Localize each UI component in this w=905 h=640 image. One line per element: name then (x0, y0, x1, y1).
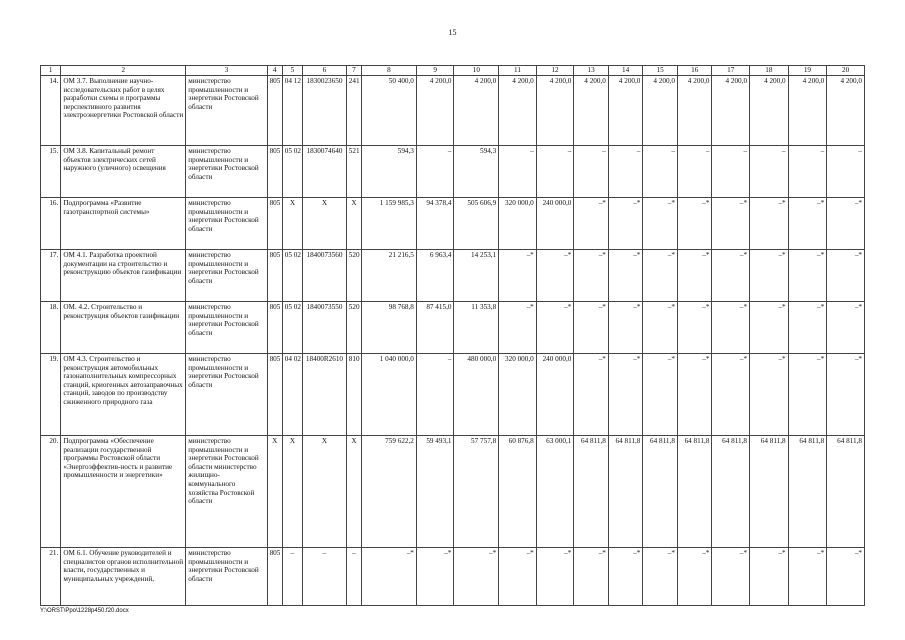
expense-type-code: – (346, 548, 361, 606)
value-col-14: –* (608, 354, 643, 436)
grbs-code: Х (267, 436, 282, 548)
value-col-9: 59 493,1 (416, 436, 454, 548)
value-col-15: 64 811,8 (643, 436, 678, 548)
grbs-code: 805 (267, 198, 282, 250)
section-code: 04 12 (282, 76, 302, 146)
column-header-1: 1 (41, 66, 61, 76)
value-col-18: – (750, 146, 789, 198)
table-row (41, 76, 865, 146)
value-col-17: 4 200,0 (712, 76, 750, 146)
row-number: 17. (41, 250, 61, 302)
measure-name: ОМ 3.7. Выполнение научно-исследовательских работ в целях разработки схемы и программы перспективного развития электроэнергетики Ростовской области (61, 76, 186, 146)
value-col-8: 98 768,8 (362, 302, 417, 354)
value-col-15: 4 200,0 (643, 76, 678, 146)
value-col-17: –* (712, 198, 750, 250)
column-header-3: 3 (186, 66, 267, 76)
value-col-18: –* (750, 548, 789, 606)
column-header-11: 11 (499, 66, 537, 76)
value-col-9: 4 200,0 (416, 76, 454, 146)
value-col-20: –* (827, 354, 865, 436)
value-col-20: 4 200,0 (827, 76, 865, 146)
executor: министерство промышленности и энергетики Ростовской области министерство жилищно-коммунального хозяйства Ростовской области (186, 436, 267, 548)
value-col-13: 64 811,8 (574, 436, 609, 548)
row-number: 16. (41, 198, 61, 250)
value-col-12: 240 000,0 (536, 198, 574, 250)
table-row (41, 436, 865, 548)
value-col-12: 4 200,0 (536, 76, 574, 146)
value-col-9: 87 415,0 (416, 302, 454, 354)
value-col-16: –* (677, 548, 712, 606)
target-article-code: Х (303, 198, 347, 250)
value-col-19: –* (788, 302, 827, 354)
value-col-8: 1 040 000,0 (362, 354, 417, 436)
value-col-20: –* (827, 198, 865, 250)
table-row (41, 146, 865, 198)
measure-name: ОМ 4.3. Строительство и реконструкция автомобильных газонаполнительных компрессорных станций, криогенных автозаправочных станций, заводов по производству сжиженного природного газа (61, 354, 186, 436)
target-article-code: 1830074640 (303, 146, 347, 198)
file-path-footer: Y:\ORST\Ppo\1228p450.f20.docx (40, 608, 129, 614)
executor: министерство промышленности и энергетики Ростовской области (186, 548, 267, 606)
value-col-12: – (536, 146, 574, 198)
column-header-16: 16 (677, 66, 712, 76)
target-article-code: 1840073560 (303, 250, 347, 302)
value-col-19: – (788, 146, 827, 198)
expense-type-code: 521 (346, 146, 361, 198)
table-row (41, 354, 865, 436)
row-number: 21. (41, 548, 61, 606)
value-col-18: –* (750, 302, 789, 354)
measure-name: ОМ 6.1. Обучение руководителей и специалистов органов исполнительной власти, государственных и муниципальных учреждений, (61, 548, 186, 606)
value-col-14: –* (608, 302, 643, 354)
grbs-code: 805 (267, 548, 282, 606)
grbs-code: 805 (267, 250, 282, 302)
value-col-20: 64 811,8 (827, 436, 865, 548)
page-number: 15 (448, 28, 457, 37)
value-col-10: 11 353,8 (454, 302, 499, 354)
value-col-13: 4 200,0 (574, 76, 609, 146)
column-header-13: 13 (574, 66, 609, 76)
value-col-17: –* (712, 302, 750, 354)
value-col-11: 4 200,0 (499, 76, 537, 146)
value-col-18: –* (750, 198, 789, 250)
target-article-code: 18400R2610 (303, 354, 347, 436)
value-col-11: – (499, 146, 537, 198)
value-col-8: 594,3 (362, 146, 417, 198)
section-code: Х (282, 436, 302, 548)
value-col-16: 64 811,8 (677, 436, 712, 548)
value-col-9: 6 963,4 (416, 250, 454, 302)
row-number: 18. (41, 302, 61, 354)
row-number: 19. (41, 354, 61, 436)
value-col-11: 60 876,8 (499, 436, 537, 548)
measure-name: Подпрограмма «Обеспечение реализации государственной программы Ростовской области «Энергоэффектив-ность и развитие промышленности и энергетики» (61, 436, 186, 548)
column-header-18: 18 (750, 66, 789, 76)
value-col-8: –* (362, 548, 417, 606)
value-col-12: –* (536, 250, 574, 302)
section-code: 05 02 (282, 250, 302, 302)
value-col-10: 57 757,8 (454, 436, 499, 548)
value-col-16: – (677, 146, 712, 198)
grbs-code: 805 (267, 76, 282, 146)
value-col-11: –* (499, 548, 537, 606)
column-header-19: 19 (788, 66, 827, 76)
value-col-13: –* (574, 250, 609, 302)
value-col-14: –* (608, 198, 643, 250)
value-col-16: –* (677, 198, 712, 250)
value-col-8: 50 400,0 (362, 76, 417, 146)
measure-name: Подпрограмма «Развитие газотранспортной системы» (61, 198, 186, 250)
value-col-20: – (827, 146, 865, 198)
row-number: 14. (41, 76, 61, 146)
value-col-11: 320 000,0 (499, 354, 537, 436)
value-col-11: –* (499, 302, 537, 354)
column-header-20: 20 (827, 66, 865, 76)
value-col-15: –* (643, 198, 678, 250)
grbs-code: 805 (267, 302, 282, 354)
value-col-18: 4 200,0 (750, 76, 789, 146)
column-header-14: 14 (608, 66, 643, 76)
value-col-17: –* (712, 250, 750, 302)
measure-name: ОМ. 4.2. Строительство и реконструкция объектов газификации (61, 302, 186, 354)
table-body (41, 66, 865, 606)
expense-type-code: 241 (346, 76, 361, 146)
value-col-17: –* (712, 548, 750, 606)
target-article-code: 1830023650 (303, 76, 347, 146)
value-col-20: –* (827, 302, 865, 354)
expense-type-code: Х (346, 198, 361, 250)
value-col-16: –* (677, 354, 712, 436)
value-col-13: –* (574, 548, 609, 606)
value-col-13: –* (574, 302, 609, 354)
value-col-8: 1 159 985,3 (362, 198, 417, 250)
value-col-17: – (712, 146, 750, 198)
value-col-10: 505 606,9 (454, 198, 499, 250)
value-col-11: 320 000,0 (499, 198, 537, 250)
section-code: – (282, 548, 302, 606)
expense-type-code: 520 (346, 250, 361, 302)
expense-type-code: 520 (346, 302, 361, 354)
value-col-14: –* (608, 548, 643, 606)
expense-type-code: 810 (346, 354, 361, 436)
value-col-15: –* (643, 302, 678, 354)
value-col-19: –* (788, 354, 827, 436)
column-header-8: 8 (362, 66, 417, 76)
value-col-12: 63 000,1 (536, 436, 574, 548)
value-col-15: –* (643, 354, 678, 436)
value-col-10: –* (454, 548, 499, 606)
value-col-15: – (643, 146, 678, 198)
value-col-16: 4 200,0 (677, 76, 712, 146)
value-col-18: 64 811,8 (750, 436, 789, 548)
value-col-19: 64 811,8 (788, 436, 827, 548)
value-col-15: –* (643, 250, 678, 302)
column-header-7: 7 (346, 66, 361, 76)
value-col-20: –* (827, 250, 865, 302)
value-col-17: 64 811,8 (712, 436, 750, 548)
target-article-code: – (303, 548, 347, 606)
value-col-11: –* (499, 250, 537, 302)
value-col-14: – (608, 146, 643, 198)
value-col-12: 240 000,0 (536, 354, 574, 436)
value-col-15: –* (643, 548, 678, 606)
value-col-13: – (574, 146, 609, 198)
executor: министерство промышленности и энергетики Ростовской области (186, 198, 267, 250)
budget-table (40, 65, 865, 606)
column-header-10: 10 (454, 66, 499, 76)
value-col-8: 21 216,5 (362, 250, 417, 302)
value-col-12: –* (536, 302, 574, 354)
section-code: 05 02 (282, 146, 302, 198)
value-col-13: –* (574, 354, 609, 436)
value-col-16: –* (677, 250, 712, 302)
column-header-12: 12 (536, 66, 574, 76)
value-col-17: –* (712, 354, 750, 436)
target-article-code: 1840073550 (303, 302, 347, 354)
value-col-10: 594,3 (454, 146, 499, 198)
value-col-12: –* (536, 548, 574, 606)
value-col-10: 14 253,1 (454, 250, 499, 302)
value-col-19: –* (788, 548, 827, 606)
column-header-4: 4 (267, 66, 282, 76)
value-col-18: –* (750, 250, 789, 302)
section-code: Х (282, 198, 302, 250)
column-header-5: 5 (282, 66, 302, 76)
value-col-18: –* (750, 354, 789, 436)
executor: министерство промышленности и энергетики Ростовской области (186, 76, 267, 146)
value-col-8: 759 622,2 (362, 436, 417, 548)
section-code: 04 02 (282, 354, 302, 436)
value-col-10: 4 200,0 (454, 76, 499, 146)
executor: министерство промышленности и энергетики Ростовской области (186, 354, 267, 436)
value-col-9: – (416, 146, 454, 198)
value-col-9: 94 378,4 (416, 198, 454, 250)
column-header-15: 15 (643, 66, 678, 76)
grbs-code: 805 (267, 146, 282, 198)
measure-name: ОМ 4.1. Разработка проектной документации на строительство и реконструкцию объектов газификации (61, 250, 186, 302)
value-col-14: 64 811,8 (608, 436, 643, 548)
section-code: 05 02 (282, 302, 302, 354)
row-number: 15. (41, 146, 61, 198)
executor: министерство промышленности и энергетики Ростовской области (186, 146, 267, 198)
table-row (41, 198, 865, 250)
column-header-6: 6 (303, 66, 347, 76)
value-col-19: 4 200,0 (788, 76, 827, 146)
value-col-9: – (416, 354, 454, 436)
table-row (41, 250, 865, 302)
measure-name: ОМ 3.8. Капитальный ремонт объектов электрических сетей наружного (уличного) освещения (61, 146, 186, 198)
value-col-20: –* (827, 548, 865, 606)
column-header-row (41, 66, 865, 76)
table-row (41, 548, 865, 606)
value-col-10: 480 000,0 (454, 354, 499, 436)
table-row (41, 302, 865, 354)
value-col-19: –* (788, 198, 827, 250)
value-col-14: 4 200,0 (608, 76, 643, 146)
row-number: 20. (41, 436, 61, 548)
value-col-16: –* (677, 302, 712, 354)
value-col-19: –* (788, 250, 827, 302)
column-header-17: 17 (712, 66, 750, 76)
value-col-13: –* (574, 198, 609, 250)
executor: министерство промышленности и энергетики Ростовской области (186, 302, 267, 354)
value-col-14: –* (608, 250, 643, 302)
target-article-code: Х (303, 436, 347, 548)
executor: министерство промышленности и энергетики Ростовской области (186, 250, 267, 302)
value-col-9: –* (416, 548, 454, 606)
grbs-code: 805 (267, 354, 282, 436)
expense-type-code: Х (346, 436, 361, 548)
column-header-9: 9 (416, 66, 454, 76)
column-header-2: 2 (61, 66, 186, 76)
